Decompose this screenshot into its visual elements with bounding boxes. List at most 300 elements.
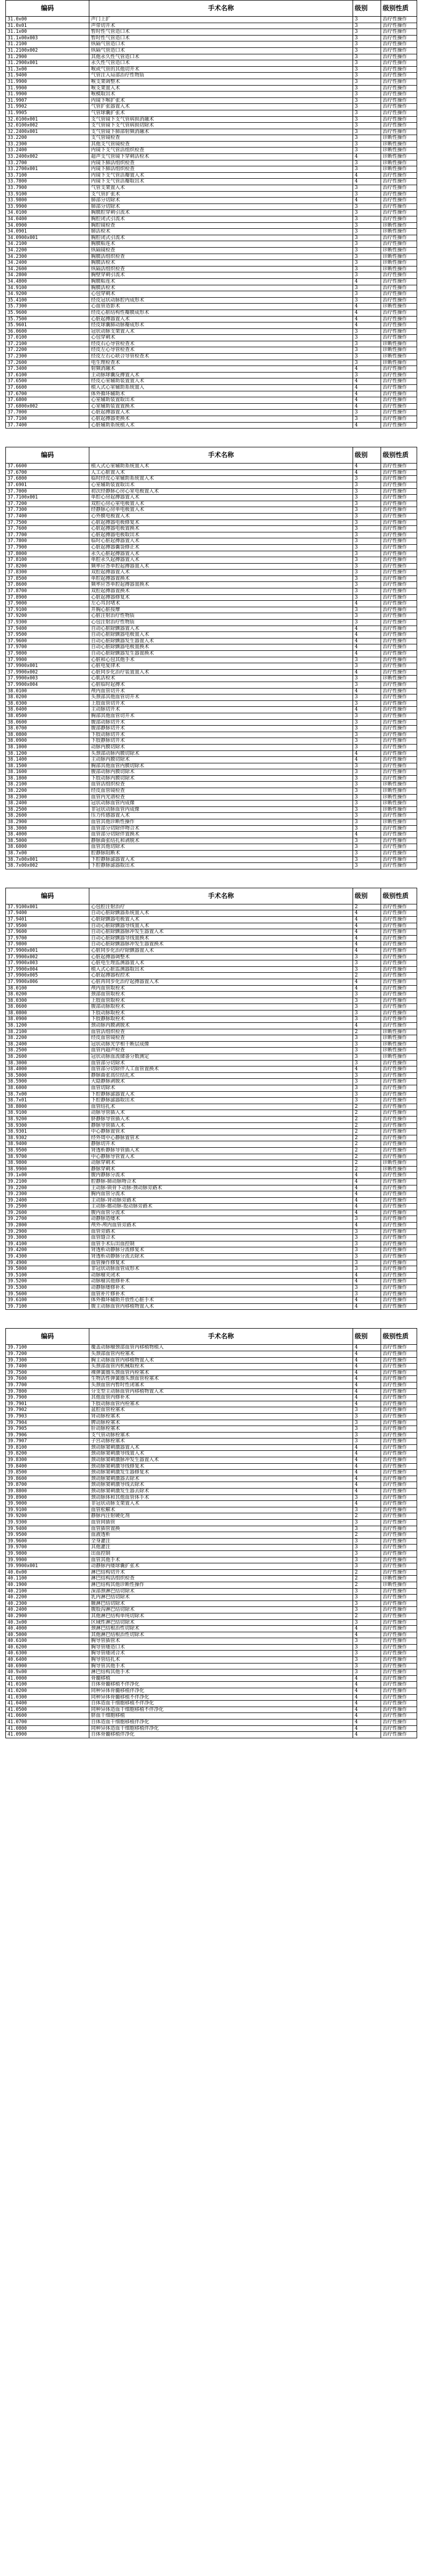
cell-name: 骨髓移植 (89, 1675, 353, 1682)
cell-category: 治疗性操作 (381, 669, 417, 676)
cell-category: 治疗性操作 (381, 1110, 417, 1117)
cell-level: 3 (353, 801, 381, 807)
cell-code: 38.6000 (6, 1085, 89, 1092)
cell-level: 4 (353, 1463, 381, 1470)
cell-level: 4 (353, 1364, 381, 1370)
cell-category: 治疗性操作 (381, 416, 417, 423)
cell-name: 同种异体造血干细胞移植伴净化 (89, 1725, 353, 1732)
cell-name: 全身灌注 (89, 1538, 353, 1545)
cell-code: 31.2100x002 (6, 47, 89, 54)
cell-name: 胸内血管分流术 (89, 1191, 353, 1198)
cell-level: 3 (353, 738, 381, 745)
table-row (6, 1254, 417, 1260)
cell-category: 治疗性操作 (381, 1550, 417, 1557)
cell-level: 3 (353, 1420, 381, 1426)
cell-code: 38.2200 (6, 1035, 89, 1042)
cell-code: 39.2400 (6, 1197, 89, 1204)
cell-name: 心脏除颤器电极置入术 (89, 916, 353, 923)
cell-name: 胸部其他血管内膜切除术 (89, 763, 353, 769)
cell-category: 治疗性操作 (381, 1426, 417, 1433)
cell-code: 37.9000 (6, 601, 89, 607)
cell-name: 肝动脉栓塞术 (89, 1426, 353, 1433)
cell-level: 3 (353, 1041, 381, 1048)
cell-code: 37.8200 (6, 563, 89, 570)
cell-category: 治疗性操作 (381, 216, 417, 223)
cell-level: 3 (353, 203, 381, 210)
table-row (6, 41, 417, 48)
cell-code: 35.9601 (6, 322, 89, 329)
table-row (6, 613, 417, 620)
cell-name: 头颈部其他血管切开术 (89, 694, 353, 701)
table-row (6, 1663, 417, 1669)
cell-code: 39.9100 (6, 1507, 89, 1513)
cell-level: 3 (353, 85, 381, 92)
cell-code: 31.9900 (6, 92, 89, 98)
table-row (6, 763, 417, 769)
cell-level: 2 (353, 973, 381, 979)
cell-category: 治疗性操作 (381, 1060, 417, 1066)
cell-name: 深部颈淋巴结切除术 (89, 1588, 353, 1595)
cell-level: 4 (353, 1707, 381, 1713)
table-row (6, 366, 417, 373)
cell-name: 自动心脏除颤器脉冲发生器置换术 (89, 942, 353, 948)
cell-code: 38.0600 (6, 1004, 89, 1010)
cell-category: 治疗性操作 (381, 1507, 417, 1513)
cell-level: 4 (353, 1351, 381, 1357)
cell-category: 治疗性操作 (381, 191, 417, 198)
cell-code: 37.7000 (6, 488, 89, 495)
cell-name: 血管切除术 (89, 1085, 353, 1092)
table-row (6, 992, 417, 998)
cell-code: 33.7800 (6, 179, 89, 185)
cell-name: 植入式心脏监测器取出术 (89, 966, 353, 973)
table-row (6, 1110, 417, 1117)
cell-code: 38.2200 (6, 788, 89, 795)
cell-level: 2 (353, 1122, 381, 1129)
cell-category: 治疗性操作 (381, 1004, 417, 1010)
header-row (6, 1329, 417, 1345)
cell-name: 腋淋巴结切除术 (89, 1601, 353, 1607)
cell-category: 诊断性操作 (381, 1166, 417, 1173)
cell-name: 气管支架置入术 (89, 185, 353, 192)
cell-level: 3 (353, 1507, 381, 1513)
cell-code: 38.9100 (6, 1110, 89, 1117)
cell-category: 治疗性操作 (381, 844, 417, 851)
cell-name: 动静脉造瘘术 (89, 1216, 353, 1223)
cell-level: 3 (353, 551, 381, 557)
table-row (6, 60, 417, 67)
table-row (6, 1657, 417, 1663)
table-row (6, 235, 417, 241)
table-row (6, 676, 417, 682)
cell-level: 4 (353, 1382, 381, 1388)
cell-level: 3 (353, 488, 381, 495)
cell-name: 颈动脉体和其他血管体手术 (89, 1494, 353, 1501)
cell-name: 双腔心房心室电极置入术 (89, 501, 353, 507)
cell-name: 下腔静脉滤器置入术 (89, 857, 353, 863)
cell-name: 静脉导管插入术 (89, 1122, 353, 1129)
table-row (6, 657, 417, 663)
cell-code: 37.8700 (6, 588, 89, 595)
cell-name: 心脏同步化治疗装置置入术 (89, 669, 353, 676)
cell-code: 40.2400 (6, 1607, 89, 1613)
cell-level: 3 (353, 1291, 381, 1297)
cell-category: 治疗性操作 (381, 688, 417, 694)
cell-name: 分支型主动脉血管内移植物置入术 (89, 1388, 353, 1395)
cell-code: 31.9907 (6, 97, 89, 104)
cell-name: 其他血管内修补术 (89, 1395, 353, 1401)
table-row (6, 1141, 417, 1148)
cell-category: 诊断性操作 (381, 782, 417, 788)
cell-code: 38.0300 (6, 998, 89, 1004)
cell-category: 治疗性操作 (381, 526, 417, 532)
cell-level: 3 (353, 1016, 381, 1023)
cell-level: 3 (353, 1588, 381, 1595)
cell-level: 3 (353, 1669, 381, 1676)
cell-code: 38.2400 (6, 1041, 89, 1048)
cell-code: 37.9900 (6, 657, 89, 663)
cell-code: 37.9900x002 (6, 954, 89, 960)
cell-level: 3 (353, 1407, 381, 1414)
cell-name: 肾透析静脉导管插入术 (89, 1147, 353, 1154)
cell-category: 治疗性操作 (381, 998, 417, 1004)
cell-code: 37.9200 (6, 613, 89, 620)
cell-name: 电生理检查术 (89, 360, 353, 366)
cell-code: 38.9500 (6, 1147, 89, 1154)
table-row (6, 1619, 417, 1626)
cell-level: 3 (353, 241, 381, 248)
cell-name: 自动心脏除颤器导线置入术 (89, 923, 353, 929)
cell-level: 3 (353, 191, 381, 198)
cell-category: 治疗性操作 (381, 851, 417, 857)
cell-category: 治疗性操作 (381, 23, 417, 29)
table-row (6, 1235, 417, 1241)
cell-category: 治疗性操作 (381, 35, 417, 41)
cell-level: 4 (353, 172, 381, 179)
cell-name: 永久性气管造口术 (89, 60, 353, 67)
cell-level: 3 (353, 1644, 381, 1651)
cell-category: 治疗性操作 (381, 1644, 417, 1651)
cell-level: 3 (353, 1048, 381, 1054)
cell-name: 自动心脏除颤器置入术 (89, 626, 353, 632)
cell-level: 4 (353, 1632, 381, 1638)
cell-level: 4 (353, 1297, 381, 1304)
table-row (6, 1066, 417, 1073)
table-row (6, 1470, 417, 1476)
table-row (6, 1457, 417, 1464)
cell-name: 声带切开术 (89, 23, 353, 29)
cell-category: 治疗性操作 (381, 1297, 417, 1304)
cell-code: 38.7x00 (6, 1091, 89, 1098)
table-row (6, 316, 417, 322)
cell-name: 心脏辅助系统植入术 (89, 422, 353, 429)
table-row (6, 632, 417, 638)
cell-code: 37.9900x004 (6, 966, 89, 973)
cell-level: 3 (353, 582, 381, 588)
cell-name: 肾透析动静脉分流修复术 (89, 1247, 353, 1254)
table-row (6, 1060, 417, 1066)
cell-name: 同种异体骨髓移植不伴净化 (89, 1694, 353, 1701)
cell-category: 治疗性操作 (381, 1619, 417, 1626)
table-row (6, 1582, 417, 1588)
cell-level: 3 (353, 1098, 381, 1104)
cell-name: 体外循环辅助术 (89, 391, 353, 397)
cell-name: 冠状动脉血管内成像 (89, 801, 353, 807)
cell-name: 冠状动脉血流储备分数测定 (89, 1054, 353, 1061)
cell-level: 3 (353, 594, 381, 601)
cell-name: 胸膜粘连术 (89, 241, 353, 248)
cell-name: 腹主动脉血管内移植物置入术 (89, 1303, 353, 1310)
cell-name: 胸腔闭式引流术 (89, 216, 353, 223)
cell-category: 治疗性操作 (381, 85, 417, 92)
cell-level: 2 (353, 1513, 381, 1520)
cell-category: 治疗性操作 (381, 322, 417, 329)
table-row (6, 179, 417, 185)
cell-category: 治疗性操作 (381, 910, 417, 917)
cell-name: 胸主动脉血管内移植物置入术 (89, 1357, 353, 1364)
table-row (6, 73, 417, 79)
cell-category: 治疗性操作 (381, 1016, 417, 1023)
cell-name: 左心耳封堵术 (89, 601, 353, 607)
cell-category: 诊断性操作 (381, 160, 417, 166)
table-row (6, 1626, 417, 1632)
cell-level: 3 (353, 222, 381, 229)
cell-level: 3 (353, 713, 381, 719)
cell-code: 38.7x01 (6, 1098, 89, 1104)
cell-name: 自动心脏除颤器发生器置入术 (89, 638, 353, 644)
cell-name: 区域性淋巴结切除术 (89, 1619, 353, 1626)
cell-name: 气管球囊扩张术 (89, 110, 353, 116)
table-row (6, 1489, 417, 1495)
cell-code: 37.6700 (6, 391, 89, 397)
cell-code: 31.1x00 (6, 29, 89, 36)
table-row (6, 1482, 417, 1489)
cell-category: 治疗性操作 (381, 1191, 417, 1198)
cell-level: 4 (353, 1719, 381, 1726)
cell-level: 3 (353, 544, 381, 551)
cell-name: 头颈血管内暂时性闭塞术 (89, 1382, 353, 1388)
cell-category: 治疗性操作 (381, 775, 417, 782)
cell-category: 诊断性操作 (381, 1160, 417, 1167)
cell-level: 2 (353, 1532, 381, 1539)
header-row (6, 1, 417, 17)
table-row (6, 1395, 417, 1401)
cell-level: 4 (353, 1713, 381, 1719)
cell-name: 腔静脉-肺动脉吻合术 (89, 1178, 353, 1185)
table-row (6, 148, 417, 154)
cell-code: 37.9900x003 (6, 960, 89, 967)
cell-name: 心脏起搏器置入术 (89, 316, 353, 322)
cell-code: 38.0500 (6, 713, 89, 719)
table-row (6, 135, 417, 142)
cell-code: 41.0800 (6, 1725, 89, 1732)
cell-level: 3 (353, 1538, 381, 1545)
table-row (6, 1569, 417, 1576)
cell-category: 诊断性操作 (381, 1041, 417, 1048)
cell-name: 血管部分切除伴人工血管置换术 (89, 1066, 353, 1073)
section-gap (5, 869, 417, 888)
cell-name: 颈动脉窦刺激导线修复术 (89, 1463, 353, 1470)
cell-level: 3 (353, 513, 381, 520)
cell-code: 37.9800 (6, 942, 89, 948)
cell-code: 37.3400 (6, 366, 89, 373)
cell-category: 治疗性操作 (381, 594, 417, 601)
table-row (6, 954, 417, 960)
cell-name: 胸膜活检术 (89, 260, 353, 266)
cell-category: 治疗性操作 (381, 79, 417, 85)
cell-category: 治疗性操作 (381, 1520, 417, 1526)
cell-level: 2 (353, 1569, 381, 1576)
cell-name: 生物活性弹簧圈头颈血管栓塞术 (89, 1376, 353, 1382)
cell-level: 3 (353, 1235, 381, 1241)
cell-category: 治疗性操作 (381, 1651, 417, 1657)
table-row (6, 1260, 417, 1266)
cell-category: 治疗性操作 (381, 1154, 417, 1160)
cell-name: 下肢静脉取栓术 (89, 1016, 353, 1023)
cell-name: 胸导管插管术 (89, 1638, 353, 1645)
table-row (6, 1451, 417, 1457)
cell-level: 3 (353, 335, 381, 341)
cell-level: 4 (353, 1197, 381, 1204)
cell-category: 治疗性操作 (381, 501, 417, 507)
cell-category: 治疗性操作 (381, 1482, 417, 1489)
cell-code: 33.2300 (6, 141, 89, 148)
cell-level: 3 (353, 23, 381, 29)
cell-name: 心脏起搏器修复术 (89, 594, 353, 601)
table-row (6, 66, 417, 73)
cell-name: 腹内血管分流术 (89, 1210, 353, 1216)
cell-code: 39.2800 (6, 1223, 89, 1229)
cell-code: 37.2300 (6, 354, 89, 360)
table-row (6, 1520, 417, 1526)
cell-category: 治疗性操作 (381, 744, 417, 750)
table-row (6, 594, 417, 601)
cell-code: 38.1200 (6, 750, 89, 757)
cell-name: 双腔起搏器置入术 (89, 570, 353, 576)
cell-category: 治疗性操作 (381, 973, 417, 979)
cell-category: 治疗性操作 (381, 54, 417, 60)
cell-name: 血管其他手术 (89, 1557, 353, 1563)
cell-code: 39.8200 (6, 1451, 89, 1457)
cell-name: 心室辅助装置取出术 (89, 397, 353, 404)
cell-level: 3 (353, 79, 381, 85)
table-row (6, 1135, 417, 1141)
cell-code: 41.0100 (6, 1682, 89, 1688)
procedure-table (5, 0, 417, 429)
cell-category: 治疗性操作 (381, 129, 417, 135)
cell-level: 3 (353, 1550, 381, 1557)
table-row (6, 638, 417, 644)
cell-code: 34.9100 (6, 285, 89, 291)
cell-name: 经皮心室辅助装置置入术 (89, 378, 353, 385)
table-row (6, 1707, 417, 1713)
cell-level: 3 (353, 129, 381, 135)
table-row (6, 1098, 417, 1104)
cell-code: 32.0100x001 (6, 116, 89, 123)
cell-level: 4 (353, 391, 381, 397)
table-row (6, 1297, 417, 1304)
table-row (6, 947, 417, 954)
cell-name: 主动脉内膜切除术 (89, 757, 353, 763)
cell-category: 诊断性操作 (381, 247, 417, 254)
cell-category: 诊断性操作 (381, 801, 417, 807)
cell-name: 血液透析 (89, 1532, 353, 1539)
cell-code: 36.0600 (6, 328, 89, 335)
cell-name: 头颈部血管内机械取栓术 (89, 1364, 353, 1370)
cell-level: 3 (353, 1247, 381, 1254)
table-row (6, 1247, 417, 1254)
cell-code: 37.6700 (6, 469, 89, 476)
table-row (6, 1651, 417, 1657)
cell-level: 4 (353, 1401, 381, 1407)
cell-category: 治疗性操作 (381, 979, 417, 985)
cell-level: 2 (353, 904, 381, 910)
cell-category: 治疗性操作 (381, 1420, 417, 1426)
table-row (6, 347, 417, 354)
table-row (6, 1688, 417, 1695)
cell-category: 治疗性操作 (381, 750, 417, 757)
table-row (6, 304, 417, 310)
cell-code: 33.9800 (6, 198, 89, 204)
cell-category: 诊断性操作 (381, 148, 417, 154)
cell-level: 4 (353, 1204, 381, 1210)
table-row (6, 575, 417, 582)
table-row (6, 1197, 417, 1204)
cell-level: 3 (353, 1520, 381, 1526)
table-row (6, 1388, 417, 1395)
cell-name: 主动脉切开术 (89, 707, 353, 713)
cell-level: 4 (353, 632, 381, 638)
cell-code: 31.9900 (6, 85, 89, 92)
cell-name: 临时经皮心室辅助系统置入术 (89, 476, 353, 482)
table-row (6, 1204, 417, 1210)
cell-category: 治疗性操作 (381, 813, 417, 819)
cell-name: 血管操作修复术 (89, 1260, 353, 1266)
cell-category: 治疗性操作 (381, 1413, 417, 1420)
cell-level: 3 (353, 863, 381, 869)
cell-category: 治疗性操作 (381, 607, 417, 613)
cell-category: 治疗性操作 (381, 726, 417, 732)
cell-name: 中心静脉导管置入术 (89, 1154, 353, 1160)
table-row (6, 210, 417, 216)
cell-code: 34.0400 (6, 216, 89, 223)
cell-category: 诊断性操作 (381, 304, 417, 310)
cell-category: 治疗性操作 (381, 1588, 417, 1595)
table-row (6, 1191, 417, 1198)
cell-level: 3 (353, 1545, 381, 1551)
cell-code: 35.7500 (6, 316, 89, 322)
cell-code: 39.7300 (6, 1357, 89, 1364)
cell-code: 40.6200 (6, 1644, 89, 1651)
cell-name: 同种异体骨髓移植伴净化 (89, 1688, 353, 1695)
cell-category: 治疗性操作 (381, 738, 417, 745)
cell-level: 2 (353, 1613, 381, 1619)
cell-category: 治疗性操作 (381, 1501, 417, 1507)
cell-code: 41.0600 (6, 1713, 89, 1719)
cell-category: 治疗性操作 (381, 904, 417, 910)
cell-code: 37.6901 (6, 482, 89, 488)
cell-level: 2 (353, 1576, 381, 1582)
cell-code: 38.9302 (6, 1135, 89, 1141)
cell-category: 治疗性操作 (381, 1407, 417, 1414)
table-row (6, 1129, 417, 1135)
table-row (6, 123, 417, 129)
cell-name: 胸壁穿刺引流术 (89, 272, 353, 279)
table-row (6, 403, 417, 410)
cell-category: 治疗性操作 (381, 1669, 417, 1676)
cell-code: 38.0900 (6, 1016, 89, 1023)
cell-code: 34.2200 (6, 247, 89, 254)
